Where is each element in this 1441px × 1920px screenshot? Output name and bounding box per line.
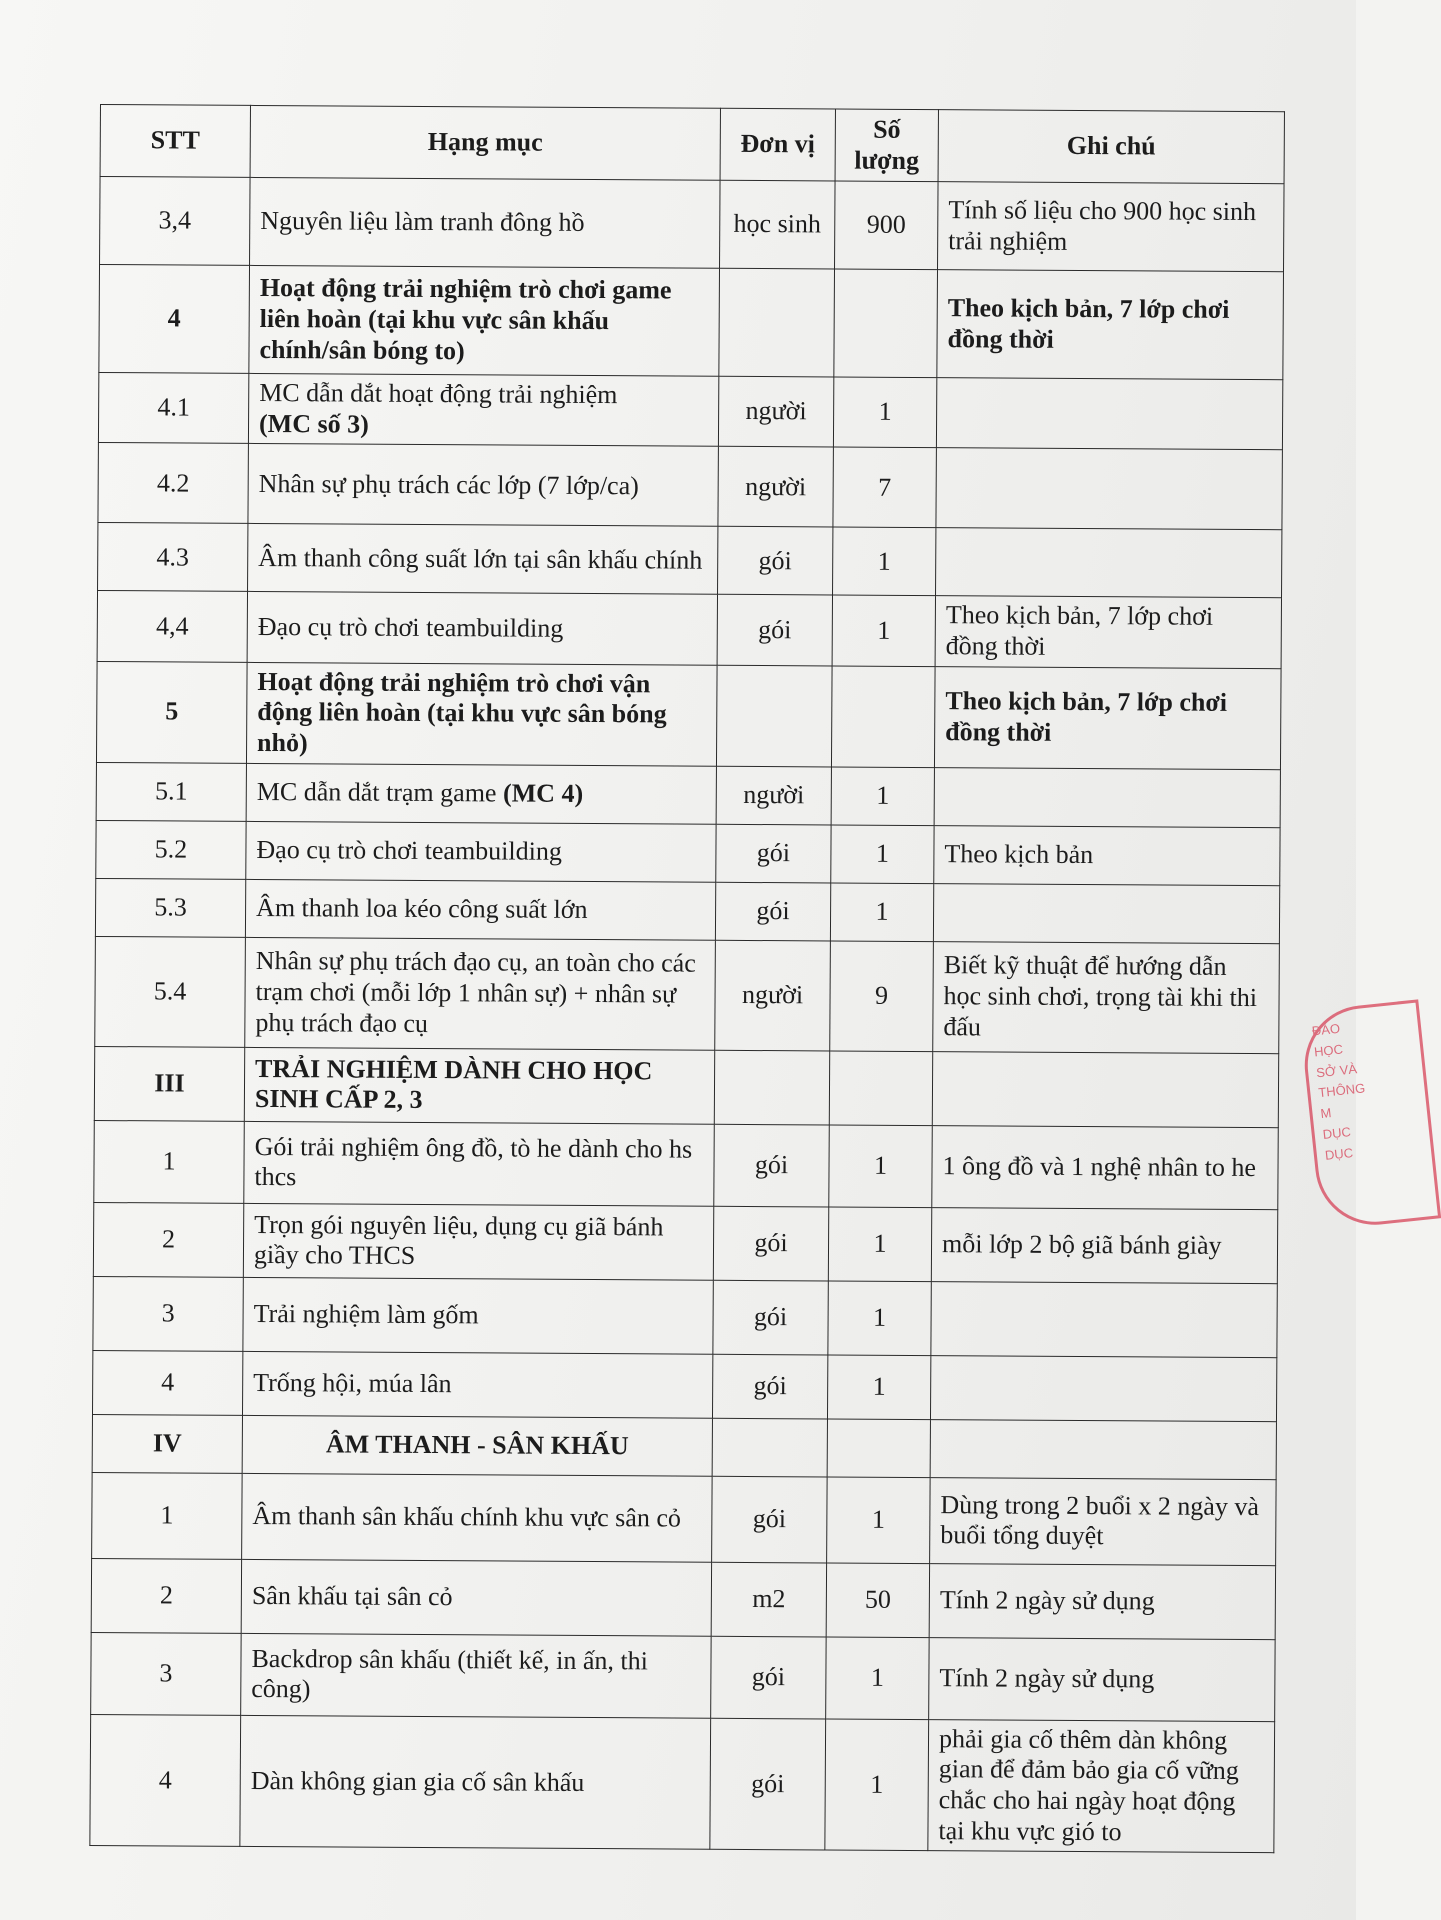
row-item-mc-label: (MC 4) (502, 778, 584, 808)
row-unit: người (715, 940, 831, 1051)
row-unit: gói (711, 1636, 826, 1719)
row-qty (834, 269, 938, 378)
table-row (96, 762, 1280, 827)
row-qty: 1 (829, 1125, 932, 1208)
table-row (92, 1350, 1276, 1421)
row-item: Đạo cụ trò chơi teambuilding (247, 592, 717, 665)
official-seal-stamp (1299, 999, 1441, 1230)
row-qty: 7 (833, 447, 936, 528)
section-row (92, 1414, 1276, 1479)
row-unit: gói (713, 1280, 828, 1355)
row-stt: 5 (96, 661, 247, 763)
row-note: Biết kỹ thuật để hướng dẫn học sinh chơi, trọng tài khi thi đấu (933, 941, 1280, 1053)
row-stt: 4.3 (98, 523, 248, 592)
row-item: Nhân sự phụ trách đạo cụ, an toàn cho các trạm chơi (mỗi lớp 1 nhân sự) + nhân sự phụ trách đạo cụ (245, 937, 716, 1050)
row-qty: 1 (828, 1281, 931, 1356)
row-qty (827, 1419, 930, 1478)
stamp-text: M (1319, 1105, 1333, 1122)
row-note (930, 1419, 1276, 1479)
row-note: Tính 2 ngày sử dụng (929, 1563, 1275, 1639)
row-note: mỗi lớp 2 bộ giã bánh giày (931, 1207, 1277, 1283)
row-unit: gói (712, 1476, 828, 1563)
row-stt: 3 (91, 1632, 241, 1715)
row-item (246, 763, 716, 824)
row-stt: 4.2 (98, 443, 248, 524)
row-qty: 1 (826, 1637, 929, 1720)
row-stt: 5.2 (96, 820, 246, 879)
row-unit: người (718, 447, 833, 528)
row-note: Theo kịch bản, 7 lớp chơi đồng thời (934, 666, 1281, 769)
row-unit (714, 1050, 829, 1125)
table-row (90, 1714, 1275, 1853)
row-item: ÂM THANH - SÂN KHẤU (242, 1415, 712, 1476)
section-row (96, 661, 1281, 769)
row-stt: 3 (93, 1276, 243, 1351)
row-note (933, 883, 1279, 943)
table-row (93, 1276, 1277, 1357)
row-qty: 1 (833, 527, 936, 596)
section-row (94, 1046, 1278, 1127)
row-stt: 1 (94, 1120, 244, 1203)
row-qty: 1 (831, 825, 934, 884)
row-qty (831, 666, 935, 768)
row-stt: 4 (90, 1714, 241, 1847)
row-unit: gói (716, 824, 831, 883)
row-item: Trọn gói nguyên liệu, dụng cụ giã bánh giầy cho THCS (243, 1203, 713, 1280)
row-stt: 5.3 (95, 878, 245, 937)
row-note: Tính số liệu cho 900 học sinh trải nghiệm (938, 182, 1285, 272)
row-note (934, 767, 1280, 827)
row-note: phải gia cố thêm dàn không gian để đảm bảo gia cố vững chắc cho hai ngày hoạt động tại khu vực gió to (928, 1719, 1275, 1853)
row-unit: học sinh (720, 180, 836, 269)
row-item-text: MC dẫn dắt hoạt động trải nghiệm (259, 377, 618, 410)
row-item: TRẢI NGHIỆM DÀNH CHO HỌC SINH CẤP 2, 3 (244, 1047, 714, 1124)
row-stt: 4,4 (97, 591, 247, 662)
table-row (94, 1120, 1278, 1209)
row-unit: người (716, 766, 831, 825)
row-note (936, 448, 1282, 530)
row-note: Theo kịch bản, 7 lớp chơi đồng thời (935, 596, 1281, 668)
row-stt: 3,4 (100, 177, 251, 266)
row-qty (829, 1051, 932, 1126)
row-stt: 4 (92, 1350, 242, 1415)
row-item-mc-label: (MC số 3) (258, 408, 369, 439)
row-unit: gói (710, 1718, 826, 1850)
row-note (932, 1051, 1278, 1127)
row-qty: 1 (827, 1477, 931, 1564)
budget-table (89, 104, 1285, 1854)
table-row (95, 878, 1279, 943)
row-note (931, 1281, 1277, 1357)
row-qty: 1 (830, 883, 933, 942)
table-row (91, 1632, 1275, 1721)
row-item: Trải nghiệm làm gốm (243, 1277, 713, 1354)
row-qty: 1 (831, 767, 934, 826)
row-stt: 4 (99, 265, 250, 374)
row-item: Dàn không gian gia cố sân khấu (240, 1715, 711, 1850)
row-stt: 2 (93, 1202, 243, 1277)
row-note: 1 ông đồ và 1 nghệ nhân to he (932, 1125, 1278, 1209)
row-unit: người (718, 376, 833, 447)
row-item: Sân khấu tại sân cỏ (241, 1559, 711, 1636)
table-row (95, 936, 1280, 1053)
row-unit: gói (718, 527, 833, 596)
row-unit: gói (715, 882, 830, 941)
table-row (98, 372, 1282, 450)
row-item-text: MC dẫn dắt trạm game (256, 776, 497, 808)
row-note: Dùng trong 2 buổi x 2 ngày và buổi tổng duyệt (930, 1477, 1277, 1565)
row-qty: 1 (832, 595, 935, 666)
header-stt: STT (100, 105, 250, 178)
row-note (930, 1355, 1276, 1421)
row-item: Đạo cụ trò chơi teambuilding (246, 821, 716, 882)
row-item: Nguyên liệu làm tranh đông hồ (250, 177, 721, 268)
row-qty: 50 (826, 1563, 929, 1638)
row-stt: 4.1 (98, 372, 248, 443)
row-stt: 5.1 (96, 762, 246, 821)
stamp-text: SỞ VÀ (1315, 1060, 1358, 1080)
row-item (248, 373, 718, 446)
row-item: Âm thanh sân khấu chính khu vực sân cỏ (242, 1473, 713, 1562)
row-unit: gói (714, 1124, 829, 1207)
row-stt: 5.4 (95, 936, 246, 1047)
stamp-text: ĐÀO (1311, 1020, 1341, 1039)
row-note (936, 378, 1282, 450)
row-qty: 1 (828, 1207, 931, 1282)
row-stt: IV (92, 1414, 242, 1473)
stamp-text: DỤC (1324, 1144, 1354, 1163)
row-unit: m2 (711, 1562, 826, 1637)
row-unit (719, 268, 835, 377)
table-header-row (100, 105, 1284, 184)
row-stt: III (94, 1046, 244, 1121)
row-item: Gói trải nghiệm ông đồ, tò he dành cho hs thcs (244, 1121, 714, 1206)
header-unit: Đơn vị (720, 108, 835, 181)
row-unit: gói (717, 595, 832, 666)
row-qty: 1 (833, 377, 936, 448)
header-qty-line2: lượng (854, 145, 920, 175)
stamp-text: THÔNG (1317, 1080, 1366, 1101)
table-row (93, 1202, 1277, 1283)
row-item: Trống hội, múa lân (242, 1351, 712, 1418)
row-note: Tính 2 ngày sử dụng (929, 1637, 1275, 1721)
row-unit (716, 665, 832, 767)
row-item: Âm thanh công suất lớn tại sân khấu chính (248, 524, 718, 595)
header-note: Ghi chú (938, 110, 1284, 184)
row-qty: 1 (825, 1719, 929, 1851)
row-note: Theo kịch bản, 7 lớp chơi đồng thời (937, 270, 1284, 380)
row-stt: 2 (91, 1558, 241, 1633)
header-qty (835, 109, 938, 182)
row-qty: 900 (835, 181, 939, 270)
row-item: Nhân sự phụ trách các lớp (7 lớp/ca) (248, 444, 718, 527)
table-row (91, 1558, 1275, 1639)
table-row (100, 177, 1285, 272)
stamp-text: DỤC (1321, 1124, 1352, 1142)
section-row (99, 265, 1284, 380)
table-row (98, 523, 1282, 598)
row-stt: 1 (92, 1472, 243, 1559)
row-unit: gói (712, 1354, 827, 1419)
row-note: Theo kịch bản (934, 825, 1280, 885)
table-row (96, 820, 1280, 885)
row-item: Backdrop sân khấu (thiết kế, in ấn, thi công) (241, 1633, 711, 1718)
row-note (936, 528, 1282, 598)
header-item: Hạng mục (250, 105, 720, 180)
row-qty: 9 (830, 941, 934, 1052)
table-row (98, 443, 1282, 530)
row-item: Hoạt động trải nghiệm trò chơi game liên hoàn (tại khu vực sân khấu chính/sân bóng to) (249, 265, 720, 376)
table-row (92, 1472, 1277, 1565)
header-qty-line1: Số (873, 114, 901, 144)
stamp-text: HỌC (1313, 1041, 1344, 1060)
row-item: Âm thanh loa kéo công suất lớn (245, 879, 715, 940)
row-item: Hoạt động trải nghiệm trò chơi vận động liên hoàn (tại khu vực sân bóng nhỏ) (246, 662, 717, 766)
table-row (97, 591, 1281, 669)
row-qty: 1 (827, 1355, 930, 1420)
row-unit: gói (713, 1206, 828, 1281)
row-unit (712, 1418, 827, 1477)
